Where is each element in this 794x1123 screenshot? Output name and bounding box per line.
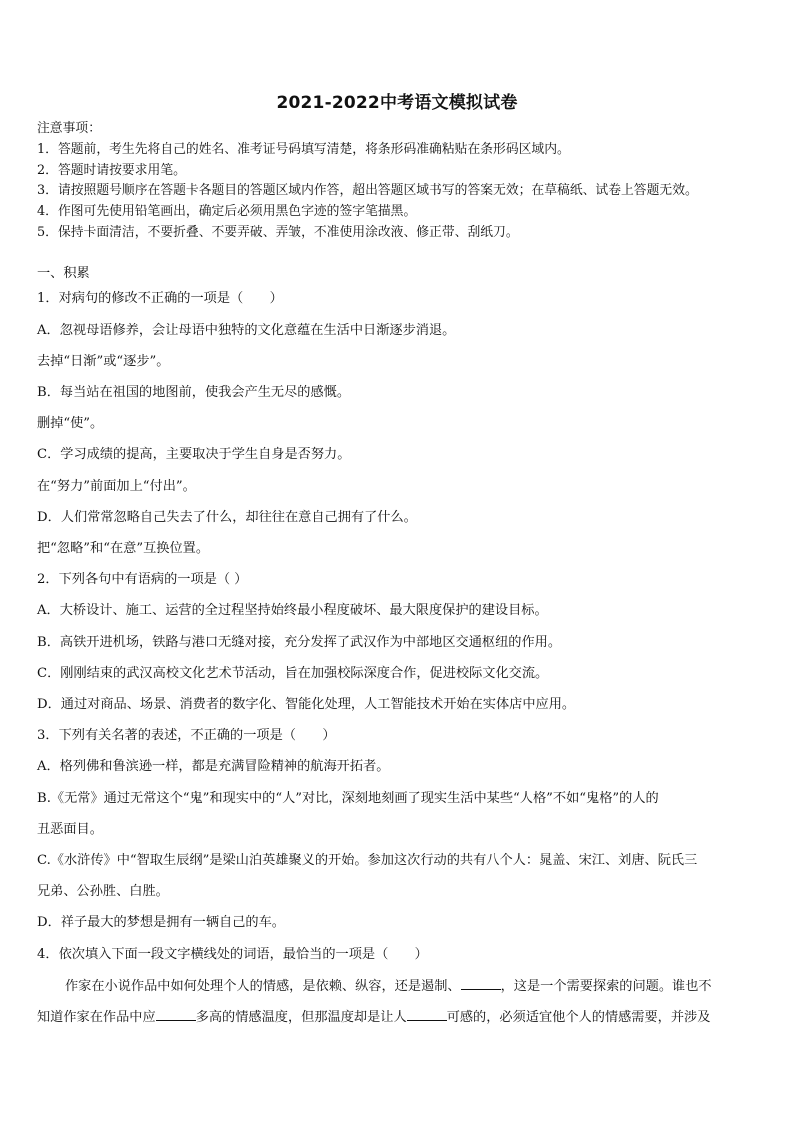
question-stem: 4．依次填入下面一段文字横线处的词语，最恰当的一项是（ ） bbox=[37, 947, 428, 962]
passage-line bbox=[65, 977, 712, 996]
question-line: D．人们常常忽略自己失去了什么，却往往在意自己拥有了什么。 bbox=[37, 510, 417, 525]
section-heading: 一、积累 bbox=[37, 266, 90, 281]
question-option: C．刚刚结束的武汉高校文化艺术节活动，旨在加强校际深度合作，促进校际文化交流。 bbox=[37, 666, 549, 681]
fill-blank bbox=[461, 977, 501, 990]
question-line: C．学习成绩的提高，主要取决于学生自身是否努力。 bbox=[37, 447, 351, 462]
question-line: 兄弟、公孙胜、白胜。 bbox=[37, 884, 169, 899]
question-stem: 3．下列有关名著的表述，不正确的一项是（ ） bbox=[37, 728, 336, 743]
question-stem: 1．对病句的修改不正确的一项是（ ） bbox=[37, 291, 283, 306]
question-line: B．每当站在祖国的地图前，使我会产生无尽的感慨。 bbox=[37, 385, 351, 400]
question-stem: 2．下列各句中有语病的一项是（ ） bbox=[37, 572, 248, 587]
passage-text: 多高的情感温度，但那温度却是让人 bbox=[195, 1010, 407, 1025]
question-line: A．格列佛和鲁滨逊一样，都是充满冒险精神的航海开拓者。 bbox=[37, 759, 390, 774]
question-line: D．祥子最大的梦想是拥有一辆自己的车。 bbox=[37, 915, 285, 930]
fill-blank bbox=[156, 1008, 196, 1021]
passage-text: ，这是一个需要探索的问题。谁也不 bbox=[500, 979, 712, 994]
question-line: 去掉“日渐”或“逐步”。 bbox=[37, 354, 170, 369]
notice-item: 1．答题前，考生先将自己的姓名、准考证号码填写清楚，将条形码准确粘贴在条形码区域内。 bbox=[37, 142, 570, 157]
question-line: C.《水浒传》中“智取生辰纲”是梁山泊英雄聚义的开始。参加这次行动的共有八个人：晁盖、宋江、刘唐、阮氏三 bbox=[37, 853, 698, 868]
passage-text: 知道作家在作品中应 bbox=[37, 1010, 156, 1025]
fill-blank bbox=[407, 1008, 447, 1021]
question-line: 删掉“使”。 bbox=[37, 416, 104, 431]
notice-item: 4．作图可先使用铅笔画出，确定后必须用黑色字迹的签字笔描黑。 bbox=[37, 204, 417, 219]
question-line: B.《无常》通过无常这个“鬼”和现实中的“人”对比，深刻地刻画了现实生活中某些“人格”不如“鬼格”的人的 bbox=[37, 791, 659, 806]
question-line: 把“忽略”和“在意”互换位置。 bbox=[37, 541, 210, 556]
page-title: 2021-2022中考语文模拟试卷 bbox=[276, 93, 518, 113]
question-option: B．高铁开进机场，铁路与港口无缝对接，充分发挥了武汉作为中部地区交通枢纽的作用。 bbox=[37, 635, 561, 650]
notice-item: 2．答题时请按要求用笔。 bbox=[37, 163, 186, 178]
notice-item: 5．保持卡面清洁，不要折叠、不要弄破、弄皱，不准使用涂改液、修正带、刮纸刀。 bbox=[37, 225, 519, 240]
passage-text: 可感的，必须适宜他个人的情感需要，并涉及 bbox=[446, 1010, 711, 1025]
question-option: D．通过对商品、场景、消费者的数字化、智能化处理，人工智能技术开始在实体店中应用。 bbox=[37, 697, 576, 712]
passage-text: 作家在小说作品中如何处理个人的情感，是依赖、纵容，还是遏制、 bbox=[65, 979, 461, 994]
question-line: A．忽视母语修养，会让母语中独特的文化意蕴在生活中日渐逐步消退。 bbox=[37, 323, 456, 338]
notice-item: 3．请按照题号顺序在答题卡各题目的答题区域内作答，超出答题区域书写的答案无效；在草稿纸、试卷上答题无效。 bbox=[37, 183, 698, 198]
question-line: 丑恶面目。 bbox=[37, 822, 103, 837]
notice-heading: 注意事项： bbox=[37, 121, 101, 136]
passage-line bbox=[37, 1008, 710, 1027]
question-option: A．大桥设计、施工、运营的全过程坚持始终最小程度破坏、最大限度保护的建设目标。 bbox=[37, 603, 548, 618]
question-line: 在“努力”前面加上“付出”。 bbox=[37, 479, 196, 494]
